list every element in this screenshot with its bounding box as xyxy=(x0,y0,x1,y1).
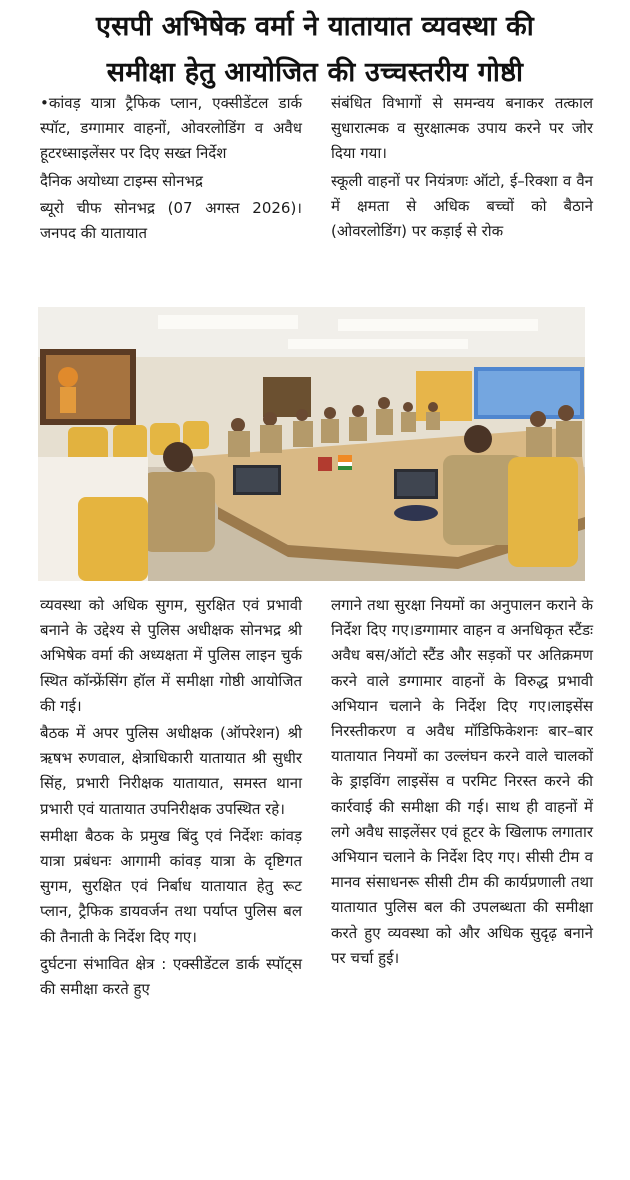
subhead-bullet: •कांवड़ यात्रा ट्रैफिक प्लान, एक्सीडेंटल डार्क स्पॉट, डग्गामार वाहनों, ओवरलोडिंग व अवैध हूटरध्साइलेंसर पर दिए सख्त निर्देश xyxy=(40,94,302,163)
paragraph: संबंधित विभागों से समन्वय बनाकर तत्काल सुधारात्मक व सुरक्षात्मक उपाय करने पर जोर दिया गया। xyxy=(331,94,593,163)
publication-line: दैनिक अयोध्या टाइम्स सोनभद्र xyxy=(40,171,203,190)
paragraph: बैठक में अपर पुलिस अधीक्षक (ऑपरेशन) श्री ऋषभ रुणवाल, क्षेत्राधिकारी यातायात श्री सुधीर सिंह, प्रभारी निरीक्षक यातायात, समस्त थाना प्रभारी एवं यातायात उपनिरीक्षक उपस्थित रहे। xyxy=(40,724,302,818)
paragraph: स्कूली वाहनों पर नियंत्रणः ऑटो, ई–रिक्शा व वैन में क्षमता से अधिक बच्चों को बैठाने (ओवरलोडिंग) पर कड़ाई से रोक xyxy=(331,171,593,241)
headline-line-2: समीक्षा हेतु आयोजित की उच्चस्तरीय गोष्ठी xyxy=(106,57,524,88)
headline-line-1: एसपी अभिषेक वर्मा ने यातायात व्यवस्था की xyxy=(96,11,534,42)
paragraph: लगाने तथा सुरक्षा नियमों का अनुपालन कराने के निर्देश दिए गए।डग्गामार वाहन व अनधिकृत स्टैंडः अवैध बस/ऑटो स्टैंड और सड़कों पर अतिक्रमण करने वाले डग्गामार वाहनों के विरुद्ध प्रभावी अभियान चलाने के निर्देश दिए गए।लाइसेंस निरस्तीकरण व अवैध मॉडिफिकेशनः बार–बार यातायात नियमों का उल्लंघन करने वाले चालकों के ड्राइविंग लाइसेंस व परमिट निरस्त करने की कार्रवाई की समीक्षा की गई। साथ ही वाहनों में लगे अवैध साइलेंसर एवं हूटर के खिलाफ लगातार अभियान चलाने के निर्देश दिए गए। सीसी टीम व मानव संसाधनरू सीसी टीम की कार्यप्रणाली तथा यातायात पुलिस बल की उपलब्धता की समीक्षा करते हुए व्यवस्था को और अधिक सुदृढ़ बनाने पर चर्चा हुई। xyxy=(331,596,593,967)
column-bottom-right xyxy=(331,593,593,973)
paragraph: समीक्षा बैठक के प्रमुख बिंदु एवं निर्देशः कांवड़ यात्रा प्रबंधनः आगामी कांवड़ यात्रा के दृष्टिगत सुगम, सुरक्षित एवं निर्बाध यातायात हेतु रूट प्लान, ट्रैफिक डायवर्जन तथा पर्याप्त पुलिस बल की तैनाती के निर्देश दिए गए। xyxy=(40,826,302,946)
column-top-right xyxy=(331,91,593,246)
headline xyxy=(0,4,630,96)
paragraph: व्यवस्था को अधिक सुगम, सुरक्षित एवं प्रभावी बनाने के उद्देश्य से पुलिस अधीक्षक सोनभद्र श्री अभिषेक वर्मा की अध्यक्षता में पुलिस लाइन चुर्क स्थित कॉन्फ्रेंसिंग हॉल में समीक्षा गोष्ठी आयोजित की गई। xyxy=(40,596,302,715)
column-bottom-left xyxy=(40,593,302,1004)
paragraph: दुर्घटना संभावित क्षेत्र : एक्सीडेंटल डार्क स्पॉट्स की समीक्षा करते हुए xyxy=(40,954,302,999)
dateline-paragraph: ब्यूरो चीफ सोनभद्र (07 अगस्त 2026)। जनपद की यातायात xyxy=(40,198,302,243)
meeting-photo xyxy=(38,307,585,581)
column-top-left xyxy=(40,91,302,248)
